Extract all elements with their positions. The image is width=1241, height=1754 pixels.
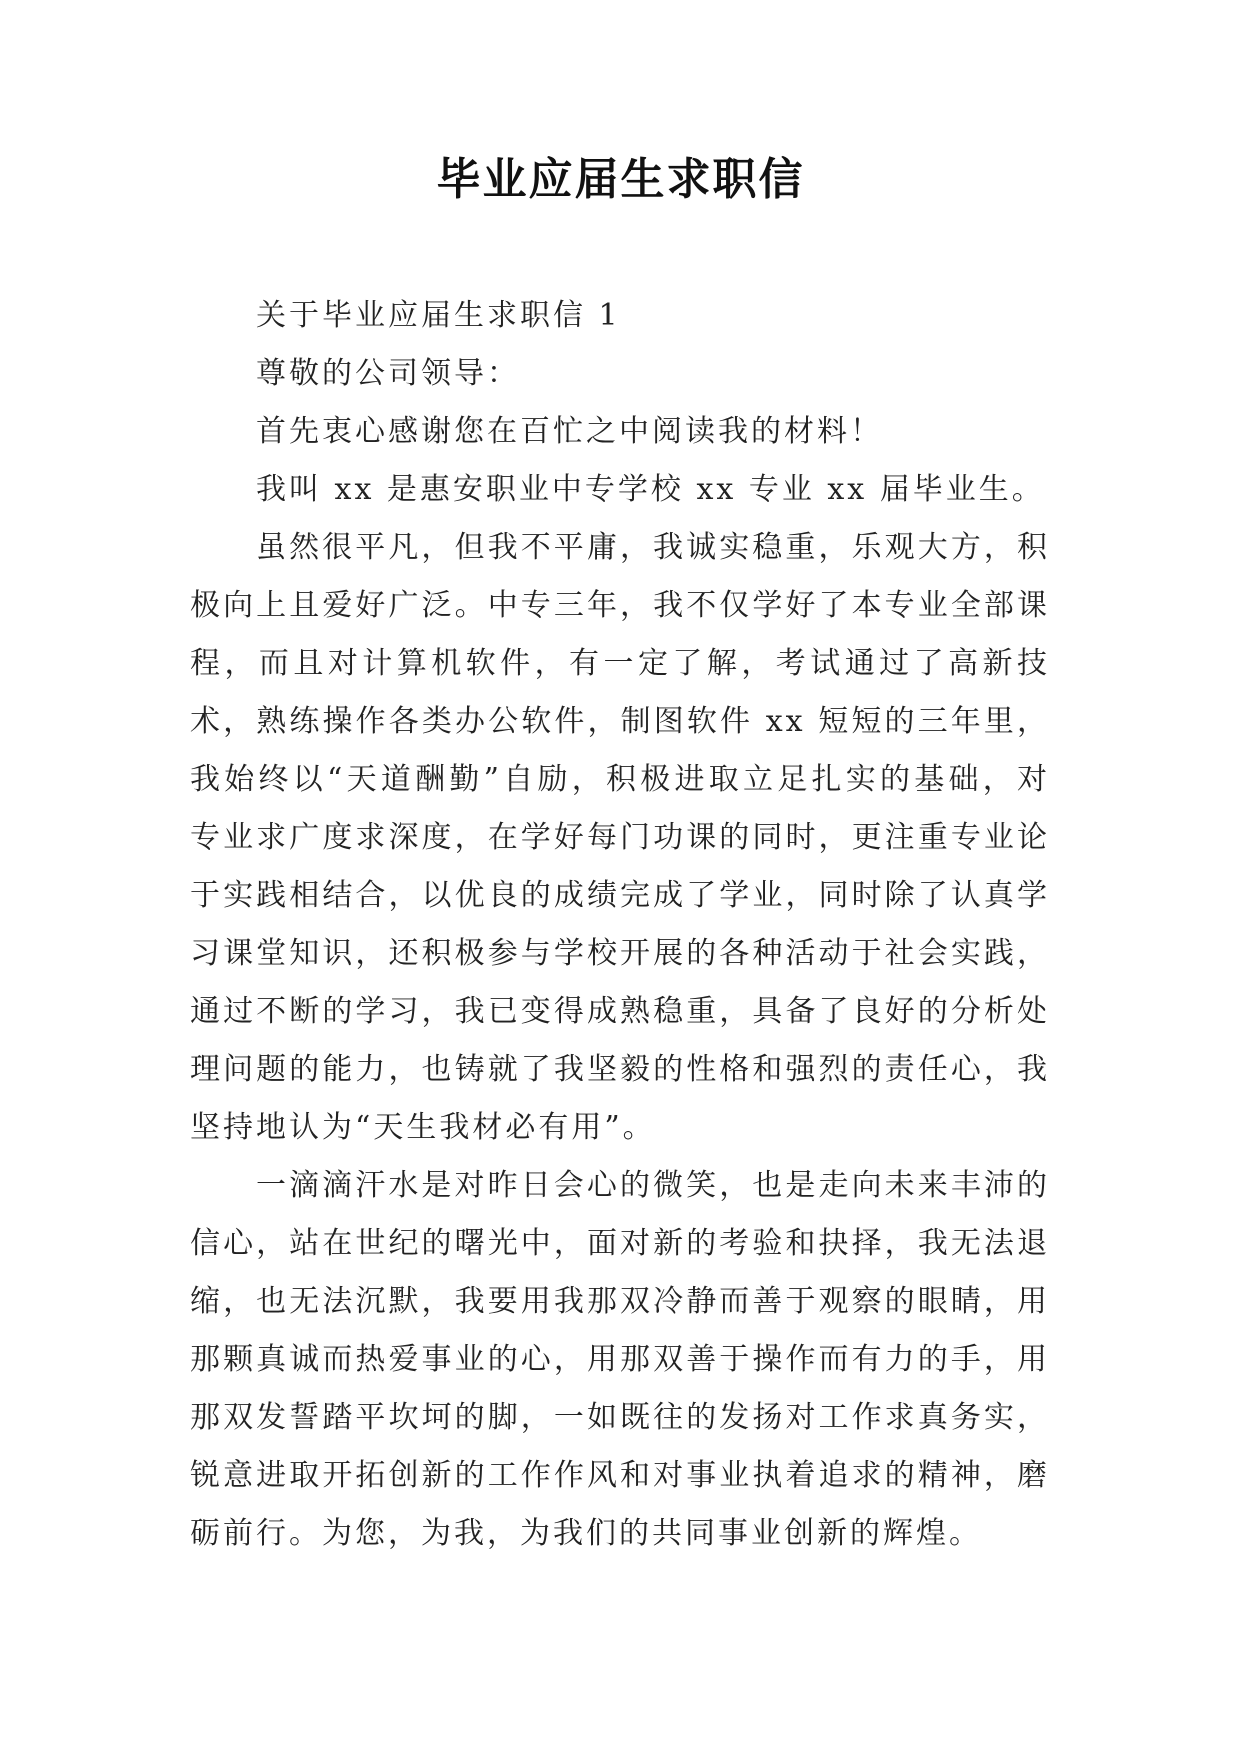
salutation: 尊敬的公司领导：: [256, 356, 520, 391]
self-introduction: 我叫 xx 是惠安职业中专学校 xx 专业 xx 届毕业生。: [256, 472, 1045, 507]
section-heading: 关于毕业应届生求职信 1: [256, 298, 621, 333]
document-title: 毕业应届生求职信: [436, 154, 805, 205]
opening-thanks: 首先衷心感谢您在百忙之中阅读我的材料！: [256, 414, 883, 449]
document-body: [190, 287, 1050, 1563]
body-paragraph-closing: 一滴滴汗水是对昨日会心的微笑，也是走向未来丰沛的信心，站在世纪的曙光中，面对新的考验和抉择，我无法退缩，也无法沉默，我要用我那双冷静而善于观察的眼睛，用那颗真诚而热爱事业的心，用那双善于操作而有力的手，用那双发誓踏平坎坷的脚，一如既往的发扬对工作求真务实，锐意进取开拓创新的工作作风和对事业执着追求的精神，磨砺前行。为您，为我，为我们的共同事业创新的辉煌。: [190, 1168, 1050, 1551]
body-paragraph-experience: 虽然很平凡，但我不平庸，我诚实稳重，乐观大方，积极向上且爱好广泛。中专三年，我不仅学好了本专业全部课程，而且对计算机软件，有一定了解，考试通过了高新技术，熟练操作各类办公软件，制图软件 xx 短短的三年里，我始终以“天道酬勤”自励，积极进取立足扎实的基础，对专业求广度求深度，在学好每门功课的同时，更注重专业论于实践相结合，以优良的成绩完成了学业，同时除了认真学习课堂知识，还积极参与学校开展的各种活动于社会实践，通过不断的学习，我已变得成熟稳重，具备了良好的分析处理问题的能力，也铸就了我坚毅的性格和强烈的责任心，我坚持地认为“天生我材必有用”。: [190, 530, 1050, 1145]
